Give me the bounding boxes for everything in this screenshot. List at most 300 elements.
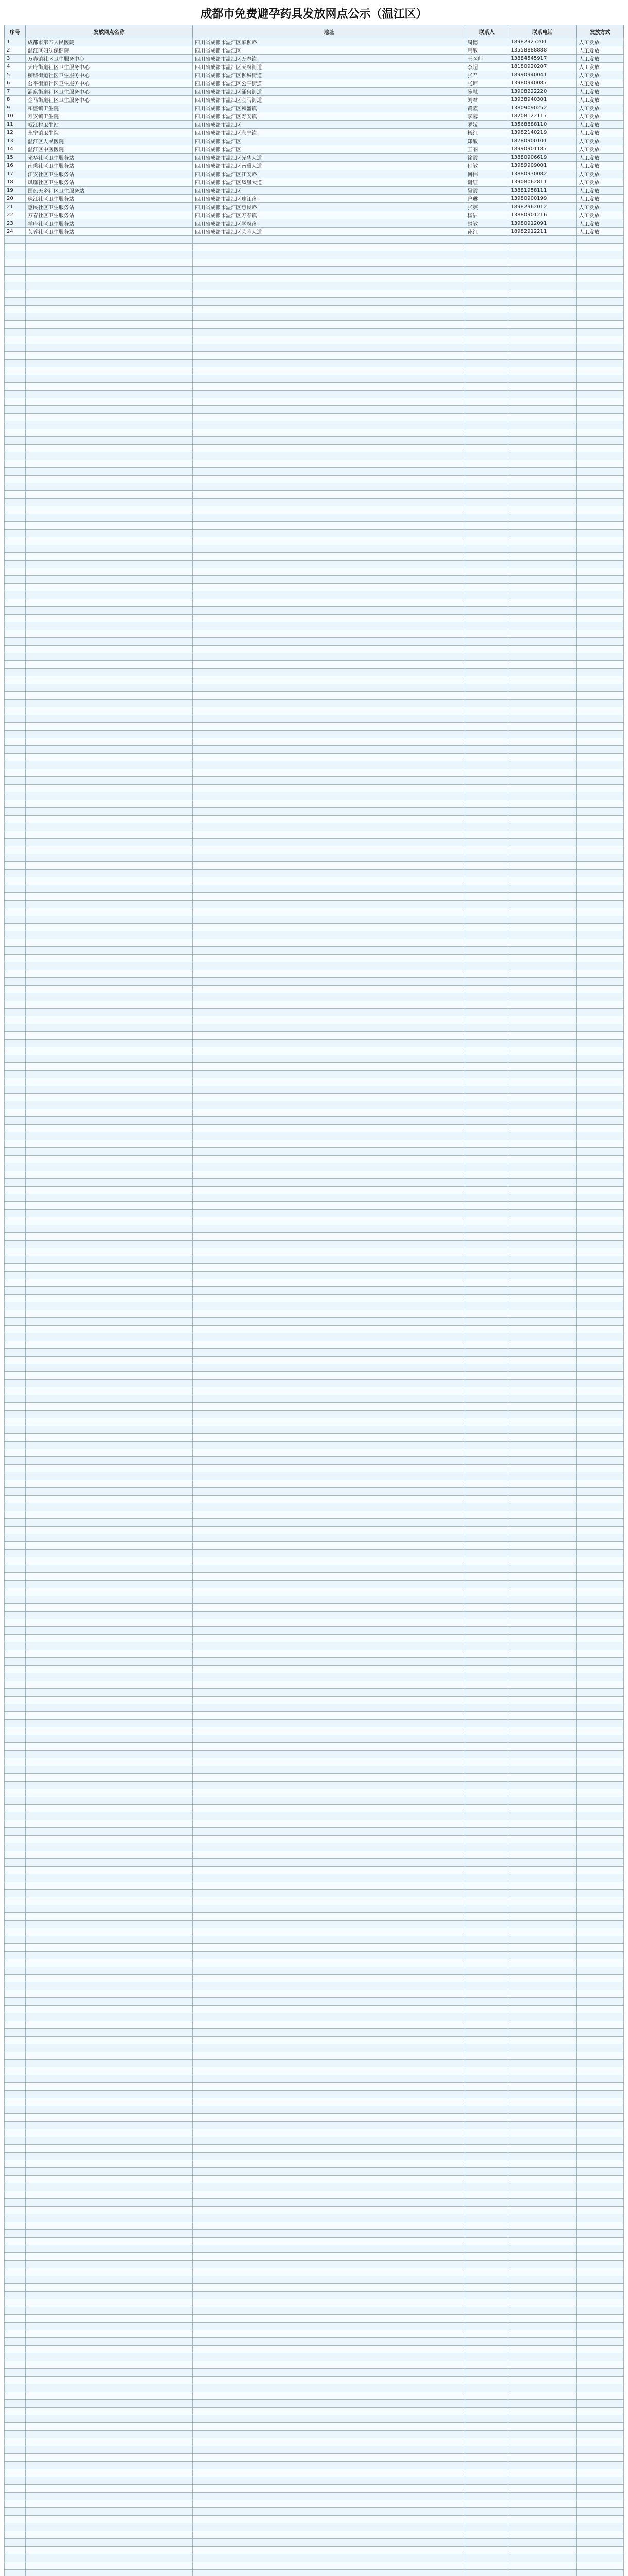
table-cell [576,2060,623,2067]
table-cell [5,2423,26,2431]
table-cell [465,2323,508,2330]
table-cell [465,1125,508,1132]
table-row [5,1256,624,1264]
table-cell [465,1635,508,1642]
table-cell [5,816,26,823]
table-cell [5,831,26,839]
table-cell [25,1055,193,1063]
table-cell [465,1341,508,1349]
table-cell [508,1101,576,1109]
table-row [5,1287,624,1295]
table-cell [465,1488,508,1496]
table-cell [576,2392,623,2400]
table-row [5,924,624,931]
table-cell [5,2245,26,2253]
table-cell [5,1905,26,1913]
table-cell [465,1109,508,1117]
row-method: 人工发放 [576,211,623,219]
table-cell [508,1055,576,1063]
table-cell [576,1411,623,1418]
table-cell [5,391,26,398]
table-cell [576,622,623,630]
row-phone: 13989909001 [508,162,576,170]
table-cell [193,1357,465,1364]
table-cell [465,460,508,468]
table-cell [508,1712,576,1720]
table-cell [193,2153,465,2160]
table-cell [193,1851,465,1859]
row-method: 人工发放 [576,178,623,187]
row-contact: 张英 [465,203,508,211]
table-cell [5,2408,26,2415]
table-cell [465,1117,508,1125]
table-row [5,1442,624,1449]
table-cell [193,2268,465,2276]
table-cell [193,1024,465,1032]
table-cell [5,2199,26,2207]
table-cell [25,692,193,700]
table-cell [25,1488,193,1496]
table-cell [508,1681,576,1689]
table-cell [25,2299,193,2307]
table-cell [508,313,576,321]
table-cell [576,947,623,955]
table-cell [508,1310,576,1318]
table-cell [508,2307,576,2315]
table-cell [5,1557,26,1565]
table-cell [508,800,576,808]
table-cell [5,2013,26,2021]
table-row [5,251,624,259]
table-row [5,2477,624,2485]
table-cell [508,1457,576,1465]
table-cell [193,1681,465,1689]
table-cell [25,2238,193,2245]
table-cell [25,2183,193,2191]
table-cell [465,2067,508,2075]
table-cell [5,646,26,653]
table-cell [576,545,623,553]
table-cell [25,862,193,870]
table-cell [25,1557,193,1565]
table-cell [5,1156,26,1163]
table-row [5,854,624,862]
table-cell [508,367,576,375]
table-cell [508,1295,576,1302]
table-cell [576,2323,623,2330]
table-cell [25,2562,193,2570]
table-cell [465,2392,508,2400]
table-cell [5,1890,26,1897]
table-cell [465,1009,508,1016]
table-cell [5,2191,26,2199]
table-cell [5,1967,26,1975]
table-cell [25,2292,193,2299]
table-row [5,491,624,499]
table-row [5,228,624,236]
table-row [5,769,624,777]
table-cell [508,1565,576,1573]
table-cell [5,1295,26,1302]
table-cell [25,2153,193,2160]
table-cell [576,2431,623,2438]
table-cell [508,1163,576,1171]
table-cell [465,2330,508,2338]
table-cell [193,244,465,251]
table-cell [193,1318,465,1326]
table-row [5,2408,624,2415]
table-row [5,1140,624,1148]
table-cell [576,676,623,684]
table-row [5,1766,624,1774]
table-cell [25,530,193,537]
row-phone: 13982140219 [508,129,576,137]
table-cell [465,2284,508,2292]
table-cell [465,537,508,545]
table-cell [193,622,465,630]
table-cell [576,1511,623,1519]
table-cell [25,769,193,777]
table-cell [576,2207,623,2214]
table-cell [25,1720,193,1727]
table-cell [5,483,26,491]
table-cell [5,2454,26,2462]
table-cell [193,483,465,491]
table-cell [193,452,465,460]
table-cell [465,398,508,406]
table-cell [576,1001,623,1009]
row-contact: 杨洁 [465,211,508,219]
table-cell [576,939,623,947]
table-cell [508,336,576,344]
table-cell [193,947,465,955]
table-cell [465,499,508,506]
table-cell [508,823,576,831]
table-cell [25,1588,193,1596]
table-cell [576,499,623,506]
row-name: 万春镇社区卫生服务中心 [25,55,193,63]
table-cell [465,1727,508,1735]
table-cell [5,955,26,962]
table-cell [193,1573,465,1581]
table-cell [465,831,508,839]
table-row [5,1851,624,1859]
table-cell [25,707,193,715]
table-cell [193,846,465,854]
table-cell [193,2098,465,2106]
table-cell [465,1233,508,1241]
table-cell [5,777,26,785]
table-cell [465,1241,508,1248]
table-cell [5,1681,26,1689]
table-cell [5,1488,26,1496]
table-cell [5,2183,26,2191]
table-cell [508,1047,576,1055]
table-cell [465,1534,508,1542]
table-cell [25,901,193,908]
table-cell [508,885,576,893]
table-cell [193,2207,465,2214]
row-address: 四川省成都市温江区天府街道 [193,63,465,71]
table-cell [5,901,26,908]
table-cell [5,2060,26,2067]
table-cell [576,615,623,622]
table-cell [193,1913,465,1921]
table-cell [193,1148,465,1156]
row-index: 2 [5,46,26,55]
table-cell [465,1411,508,1418]
table-cell [576,1836,623,1843]
table-cell [193,1975,465,1982]
table-cell [508,2508,576,2516]
table-cell [5,1480,26,1488]
table-cell [25,1256,193,1264]
table-cell [576,1905,623,1913]
table-row [5,1998,624,2006]
table-cell [193,1380,465,1387]
table-cell [465,421,508,429]
table-cell [508,1264,576,1272]
row-contact: 张君 [465,71,508,79]
table-cell [508,275,576,282]
table-cell [508,1658,576,1666]
table-cell [465,2013,508,2021]
table-cell [576,1202,623,1210]
table-cell [576,1913,623,1921]
table-cell [193,1735,465,1743]
table-cell [193,684,465,692]
table-row [5,2338,624,2346]
table-cell [5,2338,26,2346]
table-cell [576,251,623,259]
table-cell [193,2091,465,2098]
table-row [5,1009,624,1016]
table-cell [465,638,508,646]
table-cell [25,414,193,421]
table-cell [5,2570,26,2576]
table-row [5,2276,624,2284]
table-row [5,622,624,630]
table-cell [25,1843,193,1851]
table-cell [193,630,465,638]
table-row [5,1047,624,1055]
table-cell [25,2307,193,2315]
table-cell [508,1001,576,1009]
table-cell [508,2199,576,2207]
table-cell [5,653,26,661]
table-cell [193,2423,465,2431]
table-row [5,2106,624,2114]
table-cell [576,298,623,306]
table-row [5,908,624,916]
table-cell [576,1627,623,1635]
table-cell [193,2547,465,2554]
table-cell [576,491,623,499]
table-cell [508,1272,576,1279]
table-cell [465,916,508,924]
table-cell [5,1472,26,1480]
table-cell [5,375,26,383]
table-cell [193,2500,465,2508]
table-cell [193,1836,465,1843]
table-cell [193,669,465,676]
table-cell [5,452,26,460]
table-cell [508,2570,576,2576]
table-cell [5,2438,26,2446]
table-cell [5,993,26,1001]
table-row [5,553,624,561]
table-cell [5,2044,26,2052]
table-cell [465,344,508,352]
table-cell [508,1635,576,1642]
table-cell [465,1179,508,1187]
table-cell [576,537,623,545]
table-cell [465,2500,508,2508]
row-contact: 何伟 [465,170,508,178]
table-cell [25,2253,193,2261]
table-cell [465,2276,508,2284]
table-cell [508,646,576,653]
table-cell [25,576,193,584]
table-row [5,1673,624,1681]
table-cell [465,1998,508,2006]
table-cell [576,599,623,607]
table-cell [5,1395,26,1403]
table-cell [465,360,508,367]
row-contact: 陈慧 [465,88,508,96]
table-row [5,468,624,476]
table-cell [576,1009,623,1016]
table-cell [508,908,576,916]
table-row [5,1434,624,1442]
table-cell [508,1573,576,1581]
table-cell [508,1534,576,1542]
table-cell [25,1217,193,1225]
table-cell [25,1272,193,1279]
table-cell [508,653,576,661]
table-cell [25,452,193,460]
table-cell [508,1488,576,1496]
table-cell [576,1797,623,1805]
table-cell [465,1913,508,1921]
table-row [5,244,624,251]
table-cell [508,1588,576,1596]
table-cell [193,1341,465,1349]
table-cell [508,738,576,746]
table-row [5,2160,624,2168]
table-cell [193,1387,465,1395]
table-cell [5,1565,26,1573]
table-cell [5,2021,26,2029]
table-cell [5,1078,26,1086]
table-row [5,2145,624,2153]
table-row [5,978,624,986]
table-cell [5,1179,26,1187]
table-cell [576,2129,623,2137]
table-row [5,862,624,870]
table-cell [193,877,465,885]
table-cell [576,1534,623,1542]
table-cell [193,1874,465,1882]
table-cell [193,1635,465,1642]
table-cell [576,870,623,877]
row-method: 人工发放 [576,154,623,162]
table-cell [25,1681,193,1689]
table-cell [5,1782,26,1789]
table-cell [508,1372,576,1380]
table-cell [465,522,508,530]
table-cell [508,638,576,646]
table-cell [465,1627,508,1635]
table-cell [508,259,576,267]
table-cell [5,1442,26,1449]
table-cell [508,2346,576,2353]
table-row [5,939,624,947]
table-cell [25,2075,193,2083]
table-cell [508,2369,576,2377]
table-cell [25,1225,193,1233]
table-cell [25,2516,193,2523]
table-row [5,55,624,63]
table-cell [25,1642,193,1650]
table-cell [5,429,26,437]
table-cell [508,1727,576,1735]
table-cell [465,676,508,684]
table-cell [508,870,576,877]
row-method: 人工发放 [576,121,623,129]
table-cell [465,2006,508,2013]
table-cell [576,1225,623,1233]
table-cell [508,1125,576,1132]
table-cell [25,537,193,545]
table-cell [5,1357,26,1364]
table-cell [508,1480,576,1488]
table-cell [25,1279,193,1287]
table-cell [193,1704,465,1712]
table-cell [465,2245,508,2253]
table-cell [5,723,26,731]
table-cell [5,506,26,514]
table-cell [508,2129,576,2137]
table-cell [25,808,193,816]
table-cell [5,622,26,630]
table-cell [576,2013,623,2021]
table-cell [5,553,26,561]
table-cell [576,1882,623,1890]
table-cell [5,1264,26,1272]
table-cell [25,2408,193,2415]
row-name: 国色天乡社区卫生服务站 [25,187,193,195]
table-cell [576,1681,623,1689]
table-cell [576,2230,623,2238]
table-row [5,1380,624,1387]
table-cell [5,2307,26,2315]
table-cell [465,553,508,561]
table-cell [5,1882,26,1890]
table-cell [508,1503,576,1511]
table-cell [5,2114,26,2122]
row-address: 四川省成都市温江区涌泉街道 [193,88,465,96]
table-cell [465,1890,508,1897]
table-row [5,1581,624,1588]
table-cell [465,2384,508,2392]
row-index: 24 [5,228,26,236]
row-index: 20 [5,195,26,203]
table-cell [193,2438,465,2446]
table-cell [465,700,508,707]
table-cell [576,2029,623,2037]
table-cell [25,2060,193,2067]
